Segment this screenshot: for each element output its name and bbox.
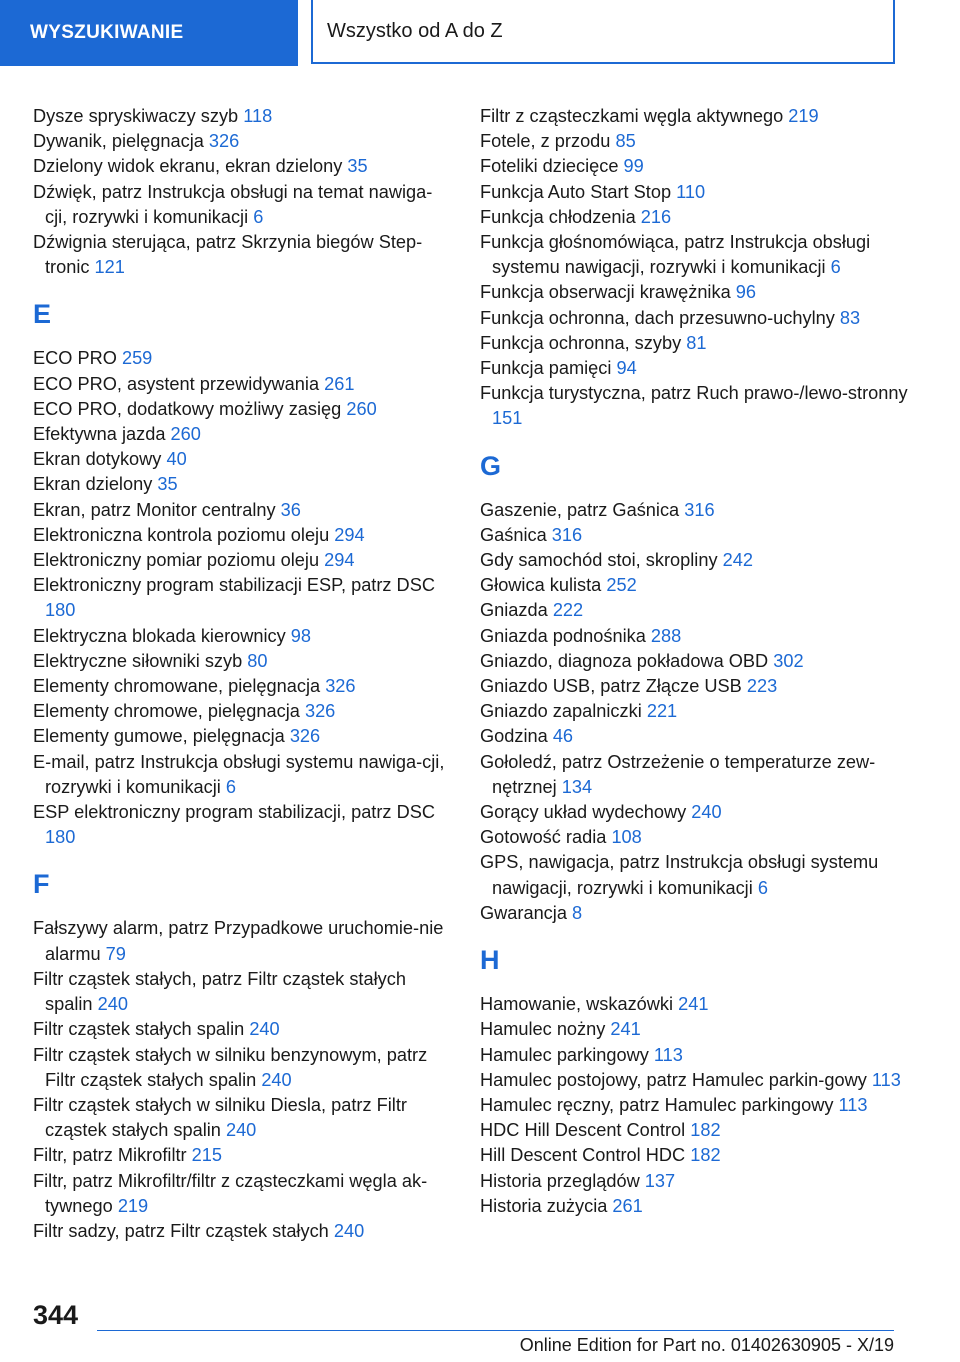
- index-entry-page-link[interactable]: 113: [871, 1069, 901, 1090]
- index-entry-text: Filtr sadzy, patrz Filtr cząstek stałych: [33, 1220, 329, 1241]
- index-entry-text: Gdy samochód stoi, skropliny: [480, 550, 718, 571]
- index-entry-page-link[interactable]: 8: [572, 902, 583, 923]
- index-entry-page-link[interactable]: 223: [746, 676, 778, 697]
- index-entry-text: Elektroniczna kontrola poziomu oleju: [33, 524, 330, 545]
- index-entry-page-link[interactable]: 215: [191, 1145, 223, 1166]
- page-title: Wszystko od A do Z: [311, 0, 895, 64]
- index-entry: [33, 800, 453, 850]
- page-number: 344: [33, 1300, 79, 1330]
- index-entry-page-link[interactable]: 99: [623, 156, 644, 177]
- index-entry-page-link[interactable]: 302: [773, 650, 804, 671]
- index-entry-page-link[interactable]: 259: [121, 348, 153, 369]
- index-entry-page-link[interactable]: 6: [225, 776, 237, 797]
- index-entry-text: ECO PRO, dodatkowy możliwy zasięg: [33, 398, 342, 419]
- section-tab[interactable]: WYSZUKIWANIE: [0, 0, 298, 66]
- index-entry: [480, 624, 908, 649]
- index-entry-page-link[interactable]: 261: [612, 1195, 643, 1216]
- index-entry: [480, 1043, 908, 1068]
- index-entry-page-link[interactable]: 151: [492, 408, 523, 429]
- index-entry-page-link[interactable]: 35: [347, 156, 368, 177]
- index-entry: [33, 447, 453, 472]
- index-entry: [480, 1068, 908, 1093]
- index-entry-page-link[interactable]: 83: [839, 307, 861, 328]
- index-entry-page-link[interactable]: 326: [325, 676, 356, 697]
- index-entry-text: Funkcja pamięci: [480, 358, 612, 379]
- index-entry: [33, 699, 453, 724]
- index-entry-text: Historia zużycia: [480, 1195, 608, 1216]
- index-entry-page-link[interactable]: 35: [157, 474, 178, 495]
- index-entry-text: Funkcja obserwacji krawężnika: [480, 282, 731, 303]
- index-entry-page-link[interactable]: 260: [346, 398, 377, 419]
- index-entry-text: Funkcja ochronna, szyby: [480, 332, 682, 353]
- index-entry-text: Elektroniczny program stabilizacji ESP, patrz DSC: [33, 575, 435, 596]
- index-entry-text: Hamowanie, wskazówki: [480, 994, 674, 1015]
- index-entry-page-link[interactable]: 182: [690, 1120, 721, 1141]
- index-entry-page-link[interactable]: 326: [304, 701, 336, 722]
- index-entry-page-link[interactable]: 240: [97, 994, 128, 1015]
- index-entry-text: Fałszywy alarm, patrz Przypadkowe uruchomie-nie alarmu: [33, 918, 444, 964]
- index-entry: [480, 180, 908, 205]
- index-entry-text: Filtr cząstek stałych w silniku Diesla, patrz Filtr cząstek stałych spalin: [33, 1094, 407, 1141]
- index-entry: [33, 724, 453, 749]
- index-entry: [33, 498, 453, 523]
- index-entry-text: Godzina: [480, 726, 548, 747]
- index-entry-page-link[interactable]: 46: [552, 726, 574, 747]
- index-entry-page-link[interactable]: 94: [616, 358, 637, 379]
- index-entry: [480, 1143, 908, 1168]
- index-entry-text: Dźwignia sterująca, patrz Skrzynia biegów Step-tronic: [33, 232, 423, 278]
- index-entry: [33, 1169, 453, 1219]
- index-entry-page-link[interactable]: 113: [653, 1044, 683, 1065]
- index-entry: [33, 548, 453, 573]
- index-entry: [33, 674, 453, 699]
- index-entry-text: Gołoledź, patrz Ostrzeżenie o temperaturze zew-nętrznej: [480, 751, 876, 797]
- index-entry-page-link[interactable]: 252: [606, 575, 637, 596]
- index-entry: [33, 422, 453, 447]
- index-entry: [480, 230, 908, 280]
- index-entry-text: Foteliki dziecięce: [480, 156, 619, 177]
- index-column-right: [480, 104, 908, 1219]
- index-entry-page-link[interactable]: 240: [333, 1220, 365, 1241]
- index-entry: [33, 1043, 453, 1093]
- index-entry-text: ECO PRO: [33, 348, 117, 369]
- index-entry-page-link[interactable]: 288: [650, 625, 682, 646]
- index-entry: [480, 381, 908, 431]
- index-entry-text: Funkcja Auto Start Stop: [480, 181, 672, 202]
- index-entry: [480, 800, 908, 825]
- index-entry-text: HDC Hill Descent Control: [480, 1120, 686, 1141]
- index-letter-heading: F: [33, 869, 50, 900]
- index-entry: [33, 180, 453, 230]
- index-entry-text: Gniazdo, diagnoza pokładowa OBD: [480, 650, 769, 671]
- index-entry-text: Gniazda podnośnika: [480, 625, 646, 646]
- index-entry: [33, 916, 453, 966]
- footer-edition: Online Edition for Part no. 01402630905 - X/19: [519, 1335, 894, 1355]
- index-entry: [480, 825, 908, 850]
- index-entry-text: Filtr, patrz Mikrofiltr: [33, 1145, 187, 1166]
- index-entry-text: Gwarancja: [480, 902, 567, 923]
- page-header: [0, 0, 960, 66]
- index-entry: [33, 372, 453, 397]
- index-entry-text: Gotowość radia: [480, 827, 607, 848]
- index-entry-page-link[interactable]: 219: [788, 106, 819, 126]
- index-entry: [480, 154, 908, 179]
- index-entry: [33, 573, 453, 623]
- index-entry: [33, 346, 453, 371]
- index-entry: [33, 472, 453, 497]
- index-entry-text: Funkcja ochronna, dach przesuwno-uchylny: [480, 307, 835, 328]
- index-entry-text: Fotele, z przodu: [480, 131, 611, 152]
- index-entry: [33, 750, 453, 800]
- index-entry-page-link[interactable]: 108: [611, 827, 642, 848]
- index-entry-page-link[interactable]: 326: [289, 726, 321, 747]
- index-entry-text: Dysze spryskiwaczy szyb: [33, 106, 239, 126]
- index-entry: [33, 624, 453, 649]
- index-entry-text: Gaśnica: [480, 524, 547, 545]
- index-entry-page-link[interactable]: 294: [334, 524, 365, 545]
- index-entry-text: Dźwięk, patrz Instrukcja obsługi na temat nawiga-cji, rozrywki i komunikacji: [33, 181, 433, 227]
- index-entry: [33, 523, 453, 548]
- index-entry-text: Elementy chromowe, pielęgnacja: [33, 701, 300, 722]
- index-entry-page-link[interactable]: 6: [253, 206, 264, 227]
- index-entry-text: Elementy gumowe, pielęgnacja: [33, 726, 285, 747]
- index-entry-text: Funkcja chłodzenia: [480, 206, 636, 227]
- index-entry-page-link[interactable]: 240: [261, 1069, 292, 1090]
- index-letter-heading: E: [33, 299, 52, 330]
- index-entry-page-link[interactable]: 40: [166, 449, 187, 470]
- index-entry: [480, 104, 908, 129]
- index-entry: [33, 129, 453, 154]
- index-entry-text: Filtr z cząsteczkami węgla aktywnego: [480, 106, 784, 126]
- index-entry-page-link[interactable]: 180: [45, 827, 76, 848]
- index-entry-page-link[interactable]: 79: [105, 943, 126, 964]
- index-entry-page-link[interactable]: 241: [610, 1019, 641, 1040]
- index-entry: [33, 967, 453, 1017]
- index-entry-text: Gaszenie, patrz Gaśnica: [480, 499, 680, 520]
- index-entry: [480, 750, 908, 800]
- index-entry-page-link[interactable]: 137: [644, 1170, 676, 1191]
- index-entry-page-link[interactable]: 240: [249, 1019, 280, 1040]
- index-entry-text: Ekran dotykowy: [33, 449, 162, 470]
- index-entry-text: Głowica kulista: [480, 575, 602, 596]
- index-entry: [480, 992, 908, 1017]
- index-entry: [480, 548, 908, 573]
- index-entry-text: GPS, nawigacja, patrz Instrukcja obsługi systemu nawigacji, rozrywki i komunikacji: [480, 852, 879, 898]
- index-entry: [33, 397, 453, 422]
- index-entry-text: Elektroniczny pomiar poziomu oleju: [33, 550, 320, 571]
- index-entry-page-link[interactable]: 110: [676, 181, 706, 202]
- index-entry-page-link[interactable]: 80: [247, 650, 268, 671]
- index-entry-text: Gniazdo zapalniczki: [480, 701, 642, 722]
- index-entry: [480, 850, 908, 900]
- index-entry-text: Funkcja głośnomówiąca, patrz Instrukcja obsługi systemu nawigacji, rozrywki i komunikacji: [480, 232, 871, 278]
- index-entry-text: Hill Descent Control HDC: [480, 1145, 686, 1166]
- index-entry-page-link[interactable]: 241: [678, 994, 709, 1015]
- index-entry-page-link[interactable]: 216: [640, 206, 672, 227]
- index-entry: [33, 154, 453, 179]
- index-entry-text: Elementy chromowane, pielęgnacja: [33, 676, 321, 697]
- index-entry-text: Elektryczne siłowniki szyb: [33, 650, 243, 671]
- index-entry-text: Filtr cząstek stałych spalin: [33, 1019, 245, 1040]
- index-entry-text: Ekran dzielony: [33, 474, 153, 495]
- index-entry-text: Filtr cząstek stałych w silniku benzynowym, patrz Filtr cząstek stałych spalin: [33, 1044, 428, 1090]
- index-entry-page-link[interactable]: 240: [225, 1120, 257, 1141]
- index-entry: [480, 724, 908, 749]
- index-entry-page-link[interactable]: 96: [735, 282, 756, 303]
- footer-divider: [97, 1330, 894, 1331]
- index-entry: [480, 523, 908, 548]
- index-entry-page-link[interactable]: 260: [170, 424, 201, 445]
- index-entry: [33, 1143, 453, 1168]
- index-entry-text: E-mail, patrz Instrukcja obsługi systemu nawiga-cji, rozrywki i komunikacji: [33, 751, 445, 797]
- index-entry: [480, 699, 908, 724]
- index-entry: [480, 674, 908, 699]
- index-entry-text: Hamulec parkingowy: [480, 1044, 649, 1065]
- index-entry-text: Funkcja turystyczna, patrz Ruch prawo-/lewo-stronny: [480, 383, 908, 404]
- index-entry-page-link[interactable]: 118: [243, 106, 273, 126]
- index-entry-page-link[interactable]: 113: [838, 1094, 868, 1115]
- index-entry-text: Dzielony widok ekranu, ekran dzielony: [33, 156, 343, 177]
- index-entry: [480, 573, 908, 598]
- index-entry-text: Elektryczna blokada kierownicy: [33, 625, 286, 646]
- index-entry-page-link[interactable]: 294: [324, 550, 355, 571]
- index-entry-page-link[interactable]: 326: [208, 131, 240, 152]
- index-entry: [33, 230, 453, 280]
- index-entry: [480, 1118, 908, 1143]
- index-entry-page-link[interactable]: 182: [690, 1145, 721, 1166]
- index-entry-text: ESP elektroniczny program stabilizacji, patrz DSC: [33, 802, 435, 823]
- index-entry: [480, 129, 908, 154]
- index-entry-page-link[interactable]: 261: [324, 373, 355, 394]
- index-entry-page-link[interactable]: 316: [551, 524, 583, 545]
- index-entry: [33, 1093, 453, 1143]
- index-entry-text: Gniazdo USB, patrz Złącze USB: [480, 676, 742, 697]
- index-entry: [33, 1017, 453, 1042]
- index-entry-page-link[interactable]: 85: [615, 131, 636, 152]
- index-entry: [480, 1169, 908, 1194]
- index-entry-page-link[interactable]: 221: [646, 701, 678, 722]
- index-entry-page-link[interactable]: 36: [280, 499, 301, 520]
- index-entry-page-link[interactable]: 219: [117, 1195, 149, 1216]
- index-entry-page-link[interactable]: 134: [561, 776, 593, 797]
- index-entry: [480, 356, 908, 381]
- index-entry: [480, 205, 908, 230]
- index-entry-page-link[interactable]: 180: [45, 600, 76, 621]
- index-entry: [480, 498, 908, 523]
- index-entry-text: Filtr cząstek stałych, patrz Filtr cząstek stałych spalin: [33, 968, 406, 1015]
- index-entry-text: Hamulec ręczny, patrz Hamulec parkingowy: [480, 1094, 834, 1115]
- index-entry: [33, 104, 453, 129]
- index-entry: [480, 331, 908, 356]
- index-entry-text: Ekran, patrz Monitor centralny: [33, 499, 276, 520]
- index-entry-text: Hamulec postojowy, patrz Hamulec parkin-gowy: [480, 1069, 867, 1090]
- index-entry-page-link[interactable]: 222: [552, 600, 584, 621]
- index-entry: [480, 1017, 908, 1042]
- index-letter-heading: H: [480, 945, 500, 976]
- index-entry-text: ECO PRO, asystent przewidywania: [33, 373, 320, 394]
- index-entry-text: Dywanik, pielęgnacja: [33, 131, 204, 152]
- index-entry: [480, 280, 908, 305]
- index-entry-text: Filtr, patrz Mikrofiltr/filtr z cząsteczkami węgla ak-tywnego: [33, 1170, 428, 1216]
- index-entry-page-link[interactable]: 242: [722, 550, 753, 571]
- index-entry: [480, 1194, 908, 1219]
- index-entry: [480, 306, 908, 331]
- index-entry-page-link[interactable]: 316: [684, 499, 715, 520]
- index-entry-text: Historia przeglądów: [480, 1170, 640, 1191]
- index-letter-heading: G: [480, 450, 502, 481]
- index-column-left: [33, 104, 453, 1244]
- index-entry: [33, 649, 453, 674]
- index-entry-text: Hamulec nożny: [480, 1019, 606, 1040]
- index-entry-page-link[interactable]: 81: [686, 332, 707, 353]
- index-entry-text: Gniazda: [480, 600, 548, 621]
- index-entry-page-link[interactable]: 6: [757, 877, 768, 898]
- index-entry-page-link[interactable]: 240: [691, 802, 722, 823]
- index-entry-page-link[interactable]: 98: [290, 625, 312, 646]
- index-entry: [33, 1219, 453, 1244]
- index-entry-page-link[interactable]: 6: [830, 257, 841, 278]
- index-entry: [480, 901, 908, 926]
- index-entry-text: Efektywna jazda: [33, 424, 166, 445]
- index-entry: [480, 598, 908, 623]
- index-entry-page-link[interactable]: 121: [94, 257, 125, 278]
- index-entry-text: Gorący układ wydechowy: [480, 802, 687, 823]
- index-entry: [480, 1093, 908, 1118]
- index-entry: [480, 649, 908, 674]
